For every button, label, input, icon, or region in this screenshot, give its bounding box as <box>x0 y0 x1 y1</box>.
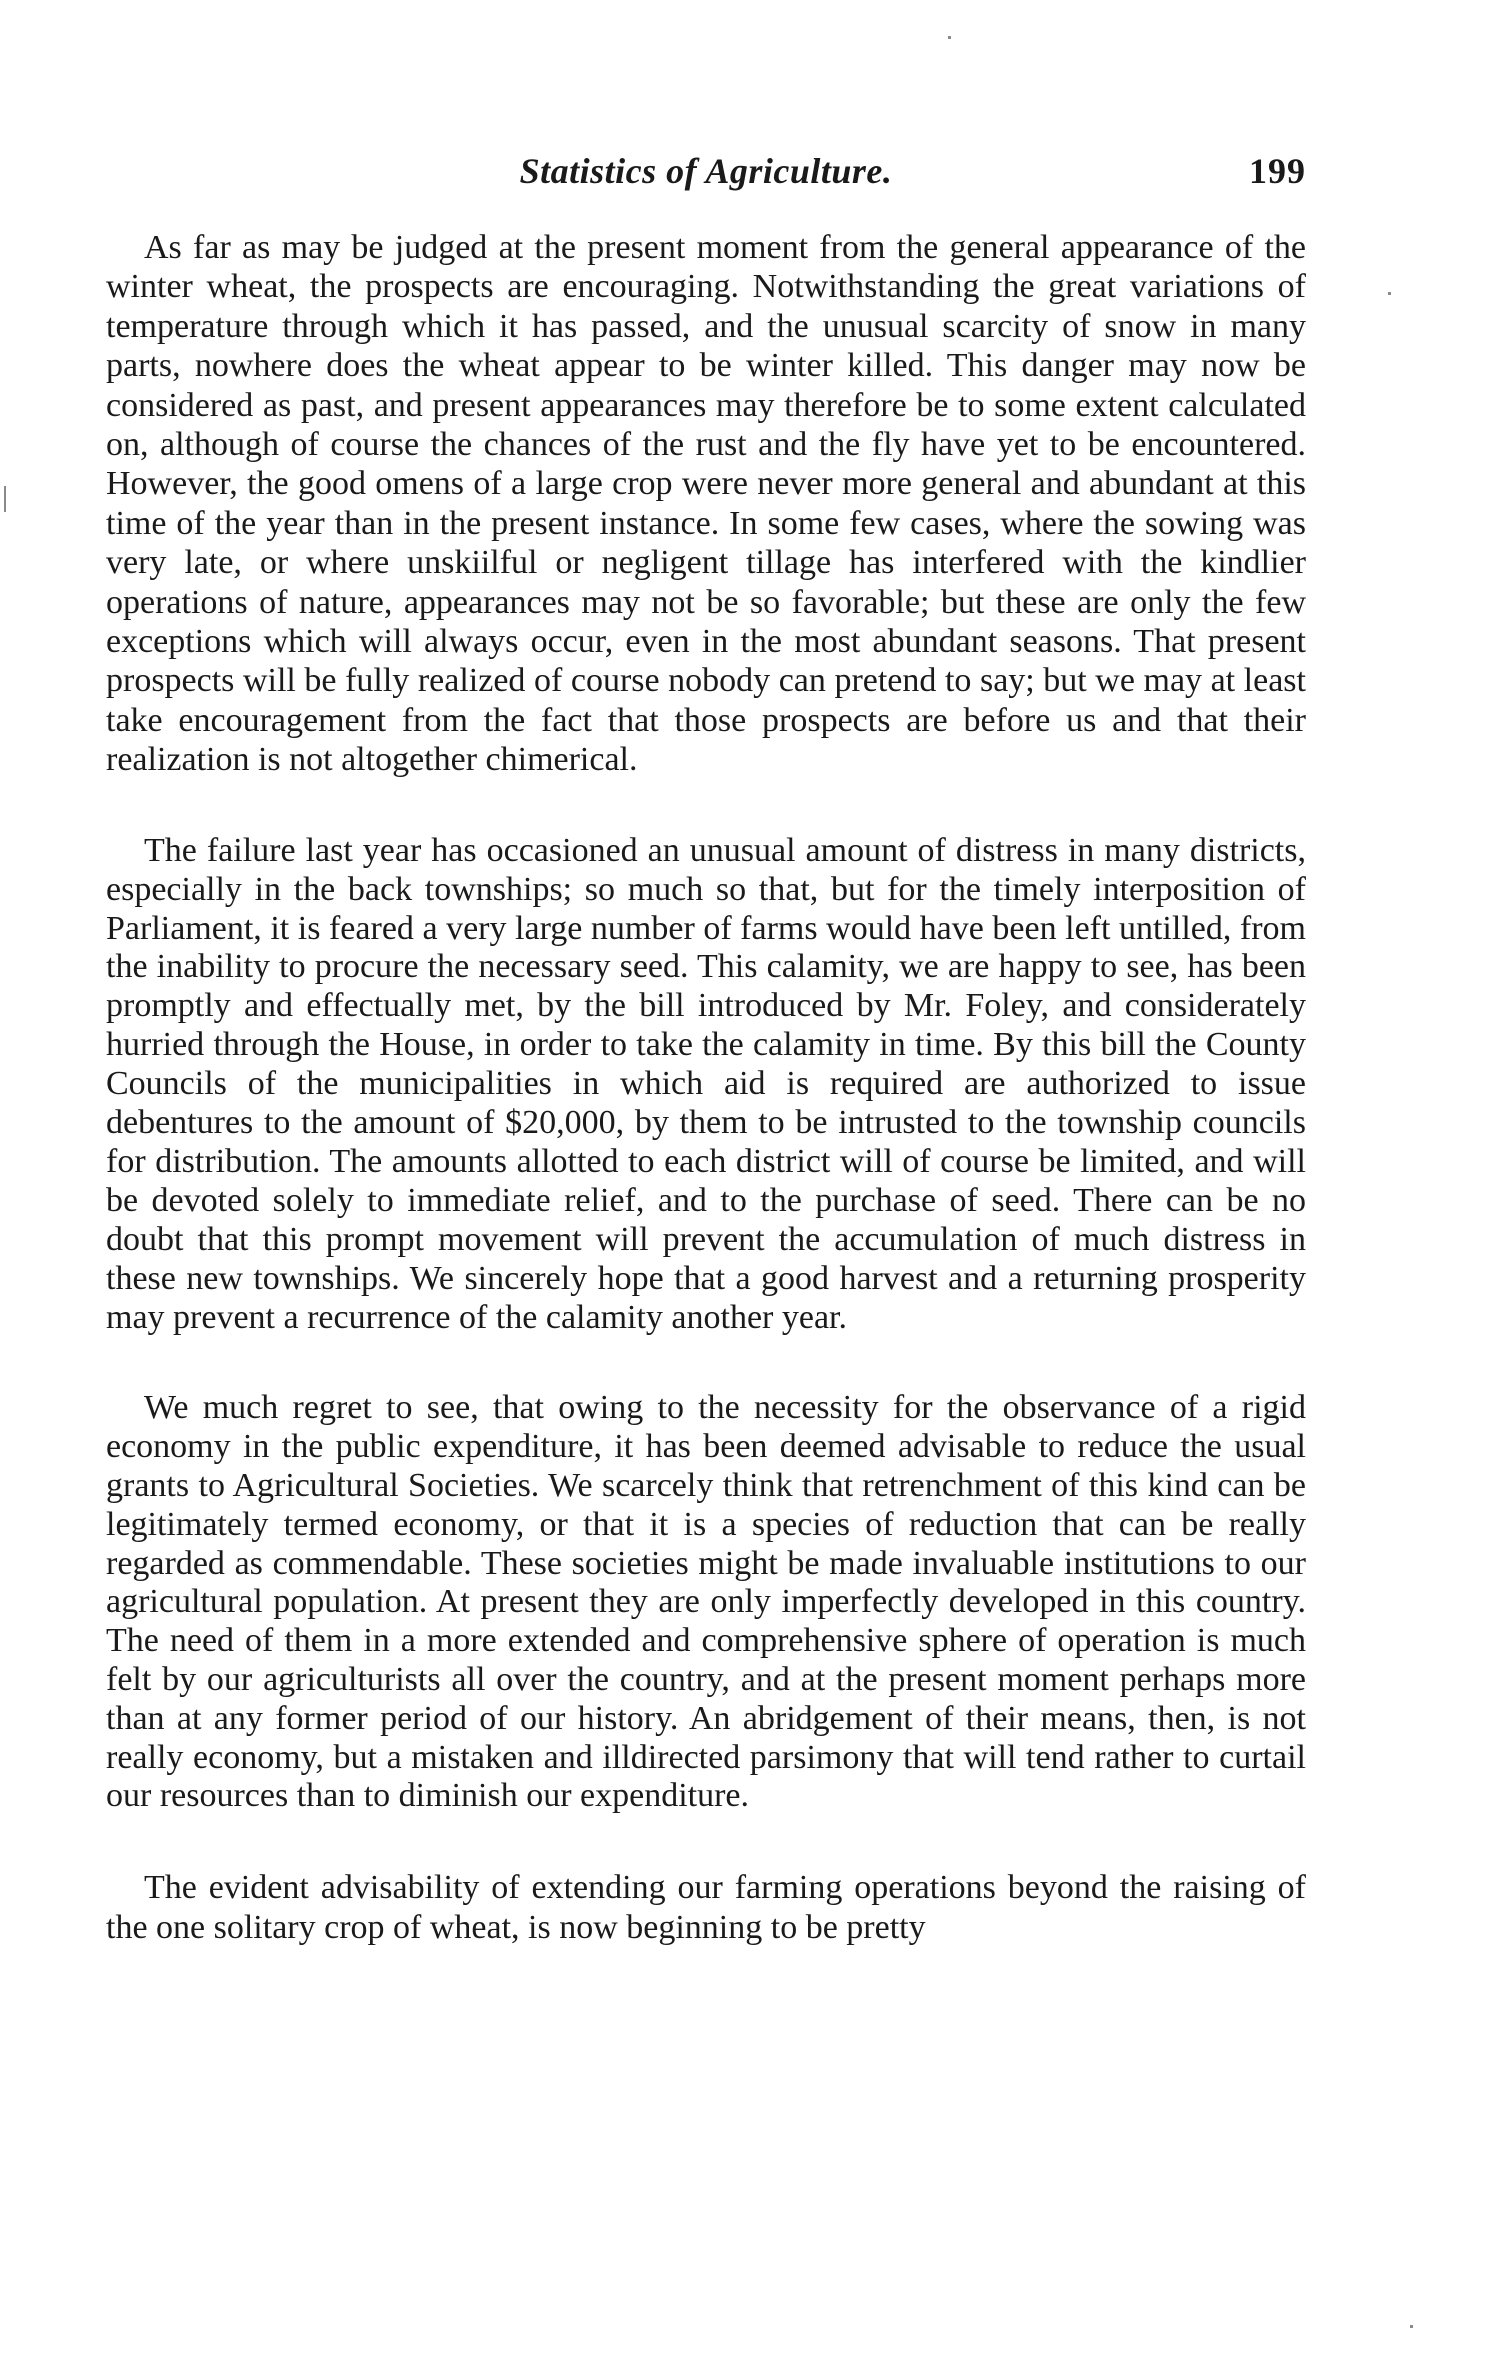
margin-mark <box>4 486 6 512</box>
page-number: 199 <box>1249 151 1306 191</box>
paragraph-seed-relief-bill: The failure last year has occasioned an unusual amount of distress in many districts, especially in the back townships; so much so that, but for the timely interposition of Parliament, it is feared a very large number of farms would have been left untilled, from the inability to procure the necessary seed. This calamity, we are happy to see, has been promptly and effectually met, by the bill introduced by Mr. Foley, and considerately hurried through the House, in order to take the calamity in time. By this bill the County Councils of the municipalities in which aid is required are authorized to issue debentures to the amount of $20,000, by them to be intrusted to the township councils for distribution. The amounts allotted to each district will of course be limited, and will be devoted solely to immediate relief, and to the purchase of seed. There can be no doubt that this prompt movement will prevent the accumulation of much distress in these new townships. We sincerely hope that a good harvest and a returning prosperity may prevent a recurrence of the calamity another year. <box>106 831 1306 1336</box>
running-title: Statistics of Agriculture. <box>519 151 893 191</box>
scan-speck <box>1388 292 1391 295</box>
running-head <box>106 150 1306 200</box>
paragraph-crop-diversification: The evident advisability of extending our farming operations beyond the raising of the one solitary crop of wheat, is now beginning to be pretty <box>106 1869 1306 1946</box>
scan-speck <box>1410 2325 1413 2328</box>
paragraph-agricultural-society-grants: We much regret to see, that owing to the necessity for the observance of a rigid economy in the public expenditure, it has been deemed advisable to reduce the usual grants to Agricultural Societies. We scarcely think that retrenchment of this kind can be legitimately termed economy, or that it is a species of reduction that can be really regarded as commendable. These societies might be made invaluable institutions to our agricultural population. At present they are only imperfectly developed in this country. The need of them in a more extended and comprehensive sphere of operation is much felt by our agriculturists all over the country, and at the present moment perhaps more than at any former period of our history. An abridgement of their means, then, is not really economy, but a mistaken and illdirected parsimony that will tend rather to curtail our resources than to diminish our expenditure. <box>106 1389 1306 1815</box>
body-text <box>106 228 1306 1947</box>
paragraph-winter-wheat: As far as may be judged at the present moment from the general appearance of the winter wheat, the prospects are encouraging. Notwithstanding the great variations of temperature through which it has passed, and the unusual scarcity of snow in many parts, nowhere does the wheat appear to be winter killed. This danger may now be considered as past, and present appearances may therefore be to some extent calculated on, although of course the chances of the rust and the fly have yet to be encountered. However, the good omens of a large crop were never more general and abundant at this time of the year than in the present instance. In some few cases, where the sowing was very late, or where unskiilful or negligent tillage has interfered with the kindlier operations of nature, appearances may not be so favorable; but these are only the few exceptions which will always occur, even in the most abundant seasons. That present prospects will be fully realized of course nobody can pretend to say; but we may at least take encouragement from the fact that those prospects are before us and that their realization is not altogether chimerical. <box>106 229 1306 779</box>
scan-speck <box>948 36 951 39</box>
